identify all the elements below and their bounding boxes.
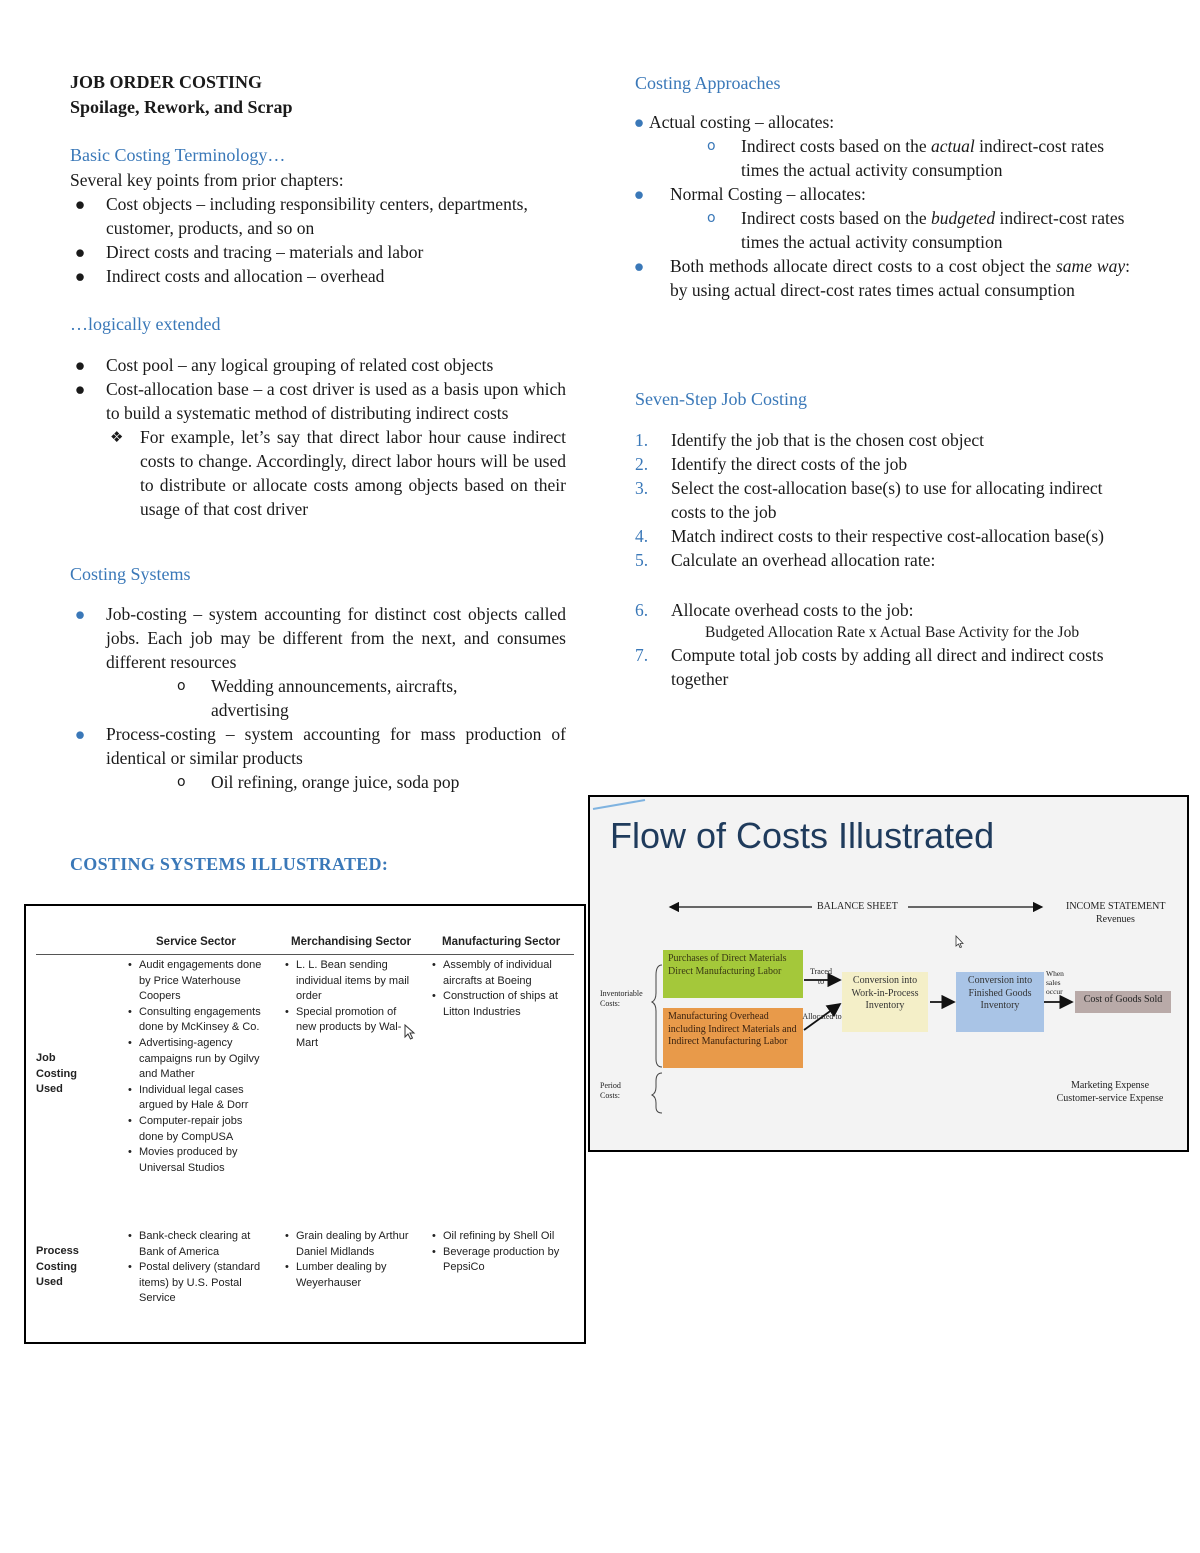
circle-bullet-icon: o [707, 138, 716, 154]
inventoriable-costs-label: Inventoriable Costs: [600, 989, 643, 1008]
step-text: Identify the job that is the chosen cost object [671, 430, 984, 450]
table-cell [432, 1229, 572, 1276]
systems-list [74, 602, 566, 794]
marketing-expense-label: Marketing Expense [1070, 1080, 1150, 1091]
table-cell [128, 958, 263, 1176]
costing-systems-table-image [24, 904, 586, 1344]
when-sales-label: When sales occur [1046, 969, 1064, 996]
column-header: Manufacturing Sector [442, 936, 561, 948]
emphasis-text: actual [931, 136, 975, 156]
table-cell [128, 1229, 263, 1307]
period-costs-label: Period Costs: [600, 1081, 621, 1100]
sub-item-text: Indirect costs based on the [741, 136, 932, 156]
circle-bullet-icon: o [177, 678, 186, 694]
sub-item-text: Indirect costs based on the [741, 208, 932, 228]
traced-label: Traced to [810, 967, 832, 986]
circle-bullet-icon: o [707, 210, 716, 226]
list-item-text: Normal Costing – allocates: [670, 184, 866, 204]
example-text: Wedding announcements, aircrafts, advertising [211, 676, 458, 720]
list-item: ● Process-costing – system accounting for mass production of identical or similar products [74, 724, 566, 768]
row-header: Process Costing Used [36, 1245, 79, 1288]
list-item: ● Cost-allocation base – a cost driver is used as a basis upon which to build a systematic method of distributing indirect costs [74, 379, 566, 423]
overhead-box: Manufacturing Overhead including Indirect Materials and Indirect Manufacturing Labor [663, 1008, 803, 1068]
row-header: Job Costing Used [36, 1052, 77, 1095]
systems-heading: Costing Systems [70, 564, 191, 584]
balance-sheet-label: BALANCE SHEET [817, 901, 898, 912]
step-item [635, 428, 1131, 452]
step-item [635, 598, 1131, 622]
step-number: 3. [635, 478, 649, 498]
example-text: Oil refining, orange juice, soda pop [211, 772, 460, 792]
example-item [110, 425, 566, 521]
list-item: ● Cost pool – any logical grouping of related cost objects [74, 355, 494, 375]
cogs-box: Cost of Goods Sold [1075, 991, 1171, 1013]
list-item: ● Indirect costs and allocation – overhead [74, 266, 385, 286]
flow-title: Flow of Costs Illustrated [610, 815, 995, 856]
cell-item: • Postal delivery (standard items) by U.S. Postal Service [128, 1260, 263, 1307]
step-text: Calculate an overhead allocation rate: [671, 550, 936, 570]
cell-item: • Consulting engagements done by McKinsey & Co. [128, 1005, 263, 1036]
step-item [635, 524, 1131, 548]
list-item-text: Process-costing – system accounting for mass production of identical or similar products [106, 724, 566, 768]
wip-box: Conversion into Work-in-Process Inventory [842, 972, 928, 1032]
cell-item: • Bank-check clearing at Bank of America [128, 1229, 263, 1260]
sub-item-text: indirect-cost rates times the actual activity consumption [741, 208, 1125, 252]
list-item-text: Cost pool – any logical grouping of related cost objects [106, 355, 494, 375]
cell-item: • Lumber dealing by Weyerhauser [285, 1260, 420, 1291]
example-text: For example, let’s say that direct labor hour cause indirect costs to change. Accordingly, direct labor hours will be used to distribute or allocate costs among objects based on their usage of that cost driver [140, 427, 566, 519]
terminology-heading: Basic Costing Terminology… [70, 145, 286, 165]
emphasis-text: budgeted [931, 208, 996, 228]
step-number: 5. [635, 550, 649, 570]
step-number: 4. [635, 526, 649, 546]
cell-item: • Movies produced by Universal Studios [128, 1145, 263, 1176]
list-item-text: : by using actual direct-cost rates times actual consumption [670, 256, 1131, 300]
step-text: Allocate overhead costs to the job: [671, 600, 914, 620]
allocated-label: Allocated to [802, 1012, 842, 1021]
table-cell [285, 1229, 420, 1291]
list-item-text: Indirect costs and allocation – overhead [106, 266, 385, 286]
list-item: ● Job-costing – system accounting for distinct cost objects called jobs. Each job may be different from the next, and consumes different resources [74, 604, 566, 672]
list-item-text: Both methods allocate direct costs to a cost object the [670, 256, 1056, 276]
cursor-icon [404, 1024, 416, 1040]
approaches-list [635, 110, 1130, 302]
cell-item: • Grain dealing by Arthur Daniel Midlands [285, 1229, 420, 1260]
list-item: ● Cost objects – including responsibility centers, departments, customer, products, and so on [74, 194, 528, 238]
approaches-heading: Costing Approaches [635, 73, 781, 93]
document-title: JOB ORDER COSTING [70, 72, 263, 92]
steps-heading: Seven-Step Job Costing [635, 389, 808, 409]
list-item: ● Actual costing – allocates: [633, 112, 835, 132]
flow-of-costs-image [588, 795, 1189, 1152]
cell-item: • L. L. Bean sending individual items by mail order [285, 958, 410, 1005]
circle-bullet-icon: o [177, 774, 186, 790]
step-text: Select the cost-allocation base(s) to use for allocating indirect costs to the job [671, 478, 1103, 522]
steps-list [635, 428, 1131, 691]
emphasis-text: same way [1056, 256, 1126, 276]
step-text: Match indirect costs to their respective cost-allocation base(s) [671, 526, 1104, 546]
example-item [177, 770, 566, 794]
list-item: ● Normal Costing – allocates: [633, 184, 866, 204]
revenues-label: Revenues [1096, 914, 1135, 925]
header-rule [36, 954, 574, 955]
list-item-text: Cost objects – including responsibility centers, departments, customer, products, and so on [106, 194, 528, 238]
cell-item: • Computer-repair jobs done by CompUSA [128, 1114, 263, 1145]
terminology-list [74, 192, 566, 288]
diamond-bullet-icon: ❖ [110, 428, 124, 446]
list-item-text: Actual costing – allocates: [649, 112, 835, 132]
list-item-text: Cost-allocation base – a cost driver is used as a basis upon which to build a systematic method of distributing indirect costs [106, 379, 566, 423]
step-number: 2. [635, 454, 649, 474]
list-item-text: Job-costing – system accounting for distinct cost objects called jobs. Each job may be different from the next, and consumes different resources [106, 604, 566, 672]
sub-item-text: indirect-cost rates times the actual activity consumption [741, 136, 1105, 180]
illustrated-heading: COSTING SYSTEMS ILLUSTRATED: [70, 854, 389, 874]
list-item: ● Both methods allocate direct costs to a cost object the same way: by using actual direct-cost rates times actual consumption [633, 256, 1131, 300]
example-item [177, 674, 511, 722]
cell-item: • Special promotion of new products by Wal-Mart [285, 1005, 410, 1052]
cell-item: • Oil refining by Shell Oil [432, 1229, 572, 1245]
terminology-intro: Several key points from prior chapters: [70, 170, 344, 190]
list-item: ● Direct costs and tracing – materials and labor [74, 242, 424, 262]
extended-list [74, 353, 566, 521]
cell-item: • Audit engagements done by Price Waterhouse Coopers [128, 958, 263, 1005]
step-number: 7. [635, 645, 649, 665]
step-text: Identify the direct costs of the job [671, 454, 908, 474]
step-number: 1. [635, 430, 649, 450]
cell-item: • Advertising-agency campaigns run by Ogilvy and Mather [128, 1036, 263, 1083]
table-cell [432, 958, 572, 1020]
step-item [635, 548, 1131, 572]
step-item [635, 452, 1131, 476]
customer-service-label: Customer-service Expense [1056, 1093, 1164, 1104]
step-item [635, 476, 1131, 524]
direct-costs-box: Purchases of Direct Materials Direct Manufacturing Labor [663, 950, 803, 998]
cell-item: • Assembly of individual aircrafts at Boeing [432, 958, 572, 989]
step6-formula: Budgeted Allocation Rate x Actual Base Activity for the Job [705, 624, 1080, 641]
cell-item: • Construction of ships at Litton Industries [432, 989, 572, 1020]
column-header: Service Sector [156, 936, 236, 948]
finished-goods-box: Conversion into Finished Goods Inventory [956, 972, 1044, 1032]
sub-item [707, 134, 1130, 182]
column-header: Merchandising Sector [291, 936, 412, 948]
sub-item [707, 206, 1130, 254]
step-text: Compute total job costs by adding all direct and indirect costs together [671, 645, 1104, 689]
cell-item: • Individual legal cases argued by Hale & Dorr [128, 1083, 263, 1114]
step-number: 6. [635, 600, 649, 620]
document-subtitle: Spoilage, Rework, and Scrap [70, 97, 293, 117]
cell-item: • Beverage production by PepsiCo [432, 1245, 572, 1276]
extended-heading: …logically extended [70, 314, 221, 334]
step-item [635, 643, 1131, 691]
list-item-text: Direct costs and tracing – materials and labor [106, 242, 424, 262]
table-cell [285, 958, 410, 1052]
income-statement-label: INCOME STATEMENT [1066, 901, 1166, 912]
